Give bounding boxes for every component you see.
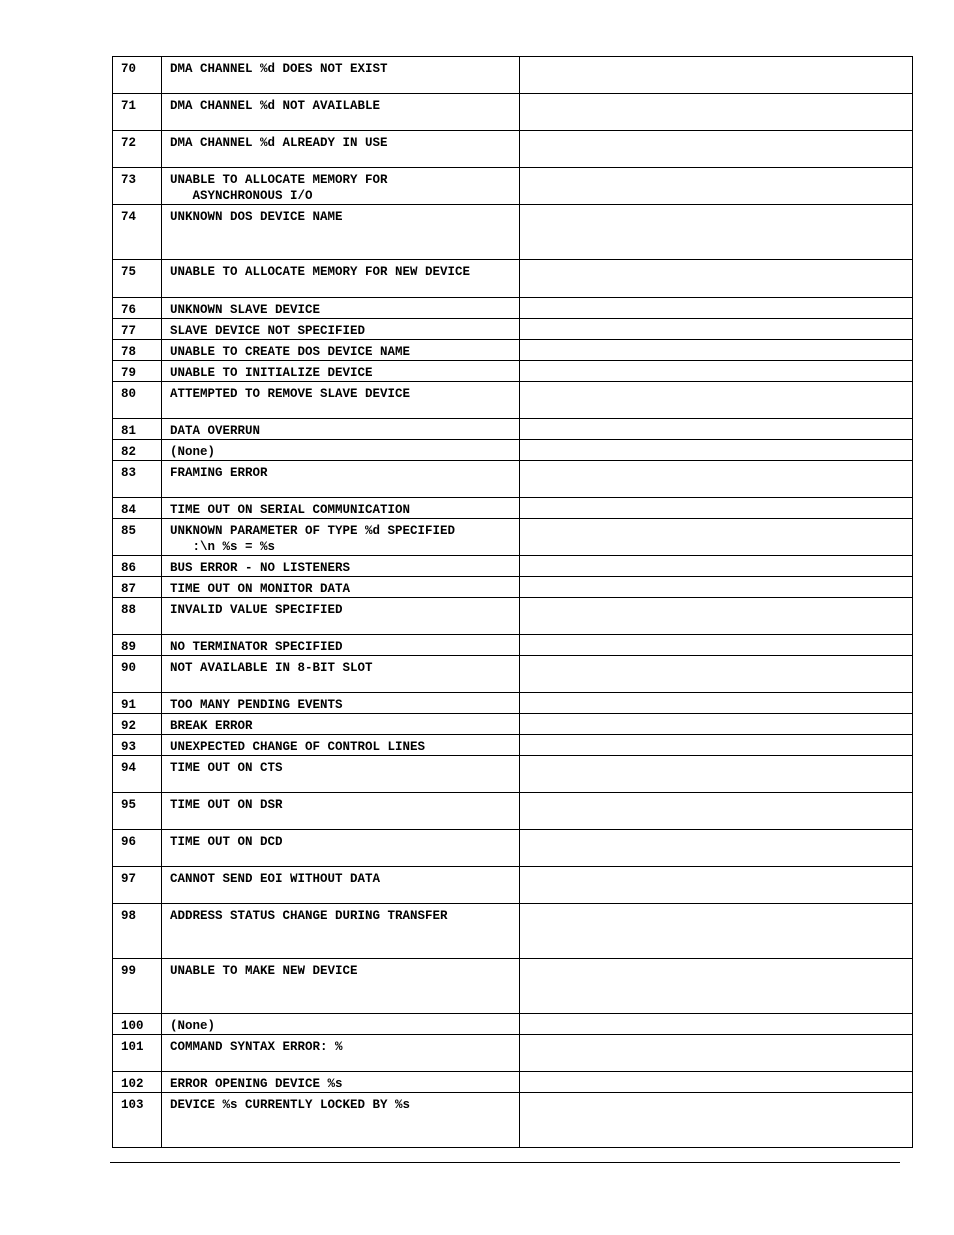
error-notes-cell: [520, 756, 913, 793]
table-row: [113, 94, 913, 131]
error-notes-cell: [520, 382, 913, 419]
error-code-cell: 91: [113, 693, 162, 714]
error-notes-cell: [520, 735, 913, 756]
error-message-cell: BUS ERROR - NO LISTENERS: [162, 556, 520, 577]
error-code-cell: 73: [113, 168, 162, 205]
error-message-cell: TIME OUT ON MONITOR DATA: [162, 577, 520, 598]
error-code-cell: 83: [113, 461, 162, 498]
table-row: [113, 1014, 913, 1035]
error-code-cell: 76: [113, 298, 162, 319]
error-message-cell: TOO MANY PENDING EVENTS: [162, 693, 520, 714]
table-row: [113, 1072, 913, 1093]
table-row: [113, 1035, 913, 1072]
error-code-cell: 79: [113, 361, 162, 382]
error-message-cell: UNABLE TO CREATE DOS DEVICE NAME: [162, 340, 520, 361]
error-message-cell: UNKNOWN DOS DEVICE NAME: [162, 205, 520, 260]
table-row: [113, 556, 913, 577]
table-row: [113, 361, 913, 382]
error-notes-cell: [520, 260, 913, 298]
error-code-table: [112, 56, 913, 1148]
error-code-cell: 81: [113, 419, 162, 440]
error-code-cell: 101: [113, 1035, 162, 1072]
error-code-cell: 93: [113, 735, 162, 756]
error-notes-cell: [520, 904, 913, 959]
table-row: [113, 598, 913, 635]
error-notes-cell: [520, 959, 913, 1014]
error-code-cell: 78: [113, 340, 162, 361]
error-message-cell: DMA CHANNEL %d ALREADY IN USE: [162, 131, 520, 168]
error-code-cell: 87: [113, 577, 162, 598]
table-row: [113, 168, 913, 205]
error-notes-cell: [520, 867, 913, 904]
error-message-cell: DATA OVERRUN: [162, 419, 520, 440]
table-row: [113, 635, 913, 656]
error-notes-cell: [520, 714, 913, 735]
error-notes-cell: [520, 298, 913, 319]
error-message-cell: TIME OUT ON DSR: [162, 793, 520, 830]
table-row: [113, 756, 913, 793]
error-notes-cell: [520, 793, 913, 830]
error-notes-cell: [520, 519, 913, 556]
error-notes-cell: [520, 340, 913, 361]
error-message-cell: UNEXPECTED CHANGE OF CONTROL LINES: [162, 735, 520, 756]
table-row: [113, 319, 913, 340]
error-notes-cell: [520, 635, 913, 656]
error-message-cell: TIME OUT ON DCD: [162, 830, 520, 867]
table-row: [113, 340, 913, 361]
table-row: [113, 519, 913, 556]
error-message-cell: COMMAND SYNTAX ERROR: %: [162, 1035, 520, 1072]
error-code-cell: 71: [113, 94, 162, 131]
error-code-cell: 95: [113, 793, 162, 830]
error-code-cell: 97: [113, 867, 162, 904]
error-notes-cell: [520, 693, 913, 714]
error-notes-cell: [520, 205, 913, 260]
error-message-cell: DMA CHANNEL %d NOT AVAILABLE: [162, 94, 520, 131]
error-code-cell: 102: [113, 1072, 162, 1093]
error-code-cell: 88: [113, 598, 162, 635]
error-message-cell: DEVICE %s CURRENTLY LOCKED BY %s: [162, 1093, 520, 1148]
error-message-cell: NO TERMINATOR SPECIFIED: [162, 635, 520, 656]
table-row: [113, 867, 913, 904]
error-message-cell: UNKNOWN SLAVE DEVICE: [162, 298, 520, 319]
table-row: [113, 498, 913, 519]
error-code-cell: 74: [113, 205, 162, 260]
table-row: [113, 656, 913, 693]
error-message-cell: SLAVE DEVICE NOT SPECIFIED: [162, 319, 520, 340]
error-message-cell: FRAMING ERROR: [162, 461, 520, 498]
error-notes-cell: [520, 577, 913, 598]
error-code-cell: 96: [113, 830, 162, 867]
error-notes-cell: [520, 361, 913, 382]
error-code-cell: 103: [113, 1093, 162, 1148]
error-message-cell: TIME OUT ON CTS: [162, 756, 520, 793]
error-notes-cell: [520, 498, 913, 519]
error-message-cell: (None): [162, 440, 520, 461]
error-notes-cell: [520, 1093, 913, 1148]
error-message-cell: UNKNOWN PARAMETER OF TYPE %d SPECIFIED :\n %s = %s: [162, 519, 520, 556]
error-notes-cell: [520, 319, 913, 340]
error-message-cell: UNABLE TO MAKE NEW DEVICE: [162, 959, 520, 1014]
table-row: [113, 57, 913, 94]
error-notes-cell: [520, 556, 913, 577]
error-message-cell: BREAK ERROR: [162, 714, 520, 735]
error-notes-cell: [520, 57, 913, 94]
error-notes-cell: [520, 461, 913, 498]
error-message-cell: (None): [162, 1014, 520, 1035]
error-code-cell: 99: [113, 959, 162, 1014]
table-row: [113, 904, 913, 959]
table-row: [113, 714, 913, 735]
error-code-cell: 75: [113, 260, 162, 298]
table-row: [113, 260, 913, 298]
error-message-cell: NOT AVAILABLE IN 8-BIT SLOT: [162, 656, 520, 693]
error-notes-cell: [520, 131, 913, 168]
error-message-cell: UNABLE TO INITIALIZE DEVICE: [162, 361, 520, 382]
error-code-cell: 70: [113, 57, 162, 94]
error-code-cell: 77: [113, 319, 162, 340]
error-message-cell: INVALID VALUE SPECIFIED: [162, 598, 520, 635]
table-row: [113, 440, 913, 461]
error-code-cell: 84: [113, 498, 162, 519]
error-message-cell: ATTEMPTED TO REMOVE SLAVE DEVICE: [162, 382, 520, 419]
error-code-cell: 80: [113, 382, 162, 419]
error-message-cell: ERROR OPENING DEVICE %s: [162, 1072, 520, 1093]
footer-rule: [110, 1162, 900, 1163]
error-code-cell: 94: [113, 756, 162, 793]
error-message-cell: DMA CHANNEL %d DOES NOT EXIST: [162, 57, 520, 94]
table-row: [113, 298, 913, 319]
table-row: [113, 419, 913, 440]
error-notes-cell: [520, 168, 913, 205]
error-message-cell: UNABLE TO ALLOCATE MEMORY FOR ASYNCHRONOUS I/O: [162, 168, 520, 205]
error-notes-cell: [520, 656, 913, 693]
table-row: [113, 693, 913, 714]
error-code-cell: 90: [113, 656, 162, 693]
table-row: [113, 1093, 913, 1148]
error-code-cell: 89: [113, 635, 162, 656]
error-code-cell: 72: [113, 131, 162, 168]
error-message-cell: UNABLE TO ALLOCATE MEMORY FOR NEW DEVICE: [162, 260, 520, 298]
table-row: [113, 577, 913, 598]
error-notes-cell: [520, 94, 913, 131]
error-code-cell: 100: [113, 1014, 162, 1035]
error-notes-cell: [520, 1014, 913, 1035]
error-notes-cell: [520, 440, 913, 461]
error-code-cell: 92: [113, 714, 162, 735]
error-notes-cell: [520, 419, 913, 440]
error-notes-cell: [520, 598, 913, 635]
error-code-cell: 85: [113, 519, 162, 556]
error-code-cell: 86: [113, 556, 162, 577]
error-notes-cell: [520, 1072, 913, 1093]
table-row: [113, 959, 913, 1014]
error-code-cell: 98: [113, 904, 162, 959]
table-row: [113, 461, 913, 498]
table-row: [113, 830, 913, 867]
error-code-cell: 82: [113, 440, 162, 461]
table-row: [113, 205, 913, 260]
table-row: [113, 793, 913, 830]
table-row: [113, 131, 913, 168]
error-notes-cell: [520, 830, 913, 867]
error-notes-cell: [520, 1035, 913, 1072]
error-message-cell: TIME OUT ON SERIAL COMMUNICATION: [162, 498, 520, 519]
error-code-rows: [113, 57, 913, 1148]
error-message-cell: CANNOT SEND EOI WITHOUT DATA: [162, 867, 520, 904]
table-row: [113, 382, 913, 419]
table-row: [113, 735, 913, 756]
error-message-cell: ADDRESS STATUS CHANGE DURING TRANSFER: [162, 904, 520, 959]
